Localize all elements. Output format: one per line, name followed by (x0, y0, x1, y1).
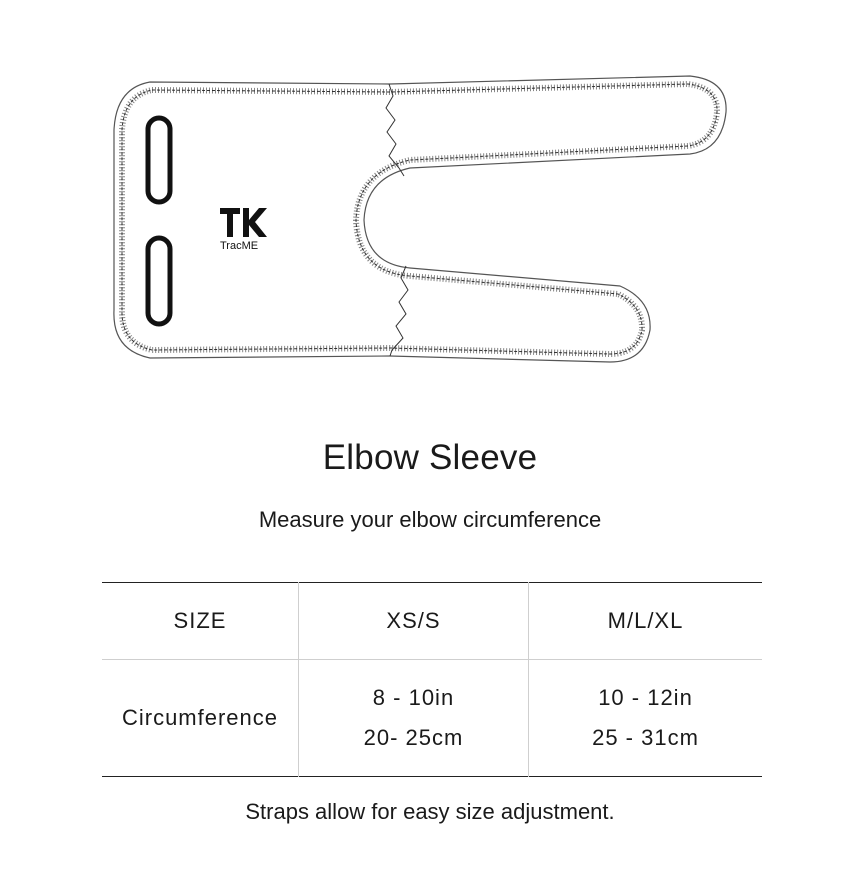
elbow-sleeve-illustration-icon (0, 0, 860, 400)
m-l-xl-inches: 10 - 12in (598, 685, 693, 710)
table-header-row (102, 583, 762, 660)
xs-s-inches: 8 - 10in (372, 685, 455, 710)
size-chart-table (102, 582, 762, 777)
xs-s-cm: 20- 25cm (363, 725, 464, 750)
cell-xs-s (299, 660, 529, 777)
page-title: Elbow Sleeve (322, 438, 538, 477)
header-m-l-xl: M/L/XL (529, 583, 763, 660)
adjustment-note: Straps allow for easy size adjustment. (245, 799, 615, 824)
page-subtitle: Measure your elbow circumference (258, 507, 602, 532)
row-label-circumference: Circumference (121, 705, 279, 730)
table-row (102, 660, 762, 777)
cell-m-l-xl (529, 660, 763, 777)
brand-name: TracME (220, 240, 259, 252)
header-size: SIZE (173, 608, 227, 633)
m-l-xl-cm: 25 - 31cm (592, 725, 699, 750)
header-xs-s: XS/S (299, 583, 529, 660)
